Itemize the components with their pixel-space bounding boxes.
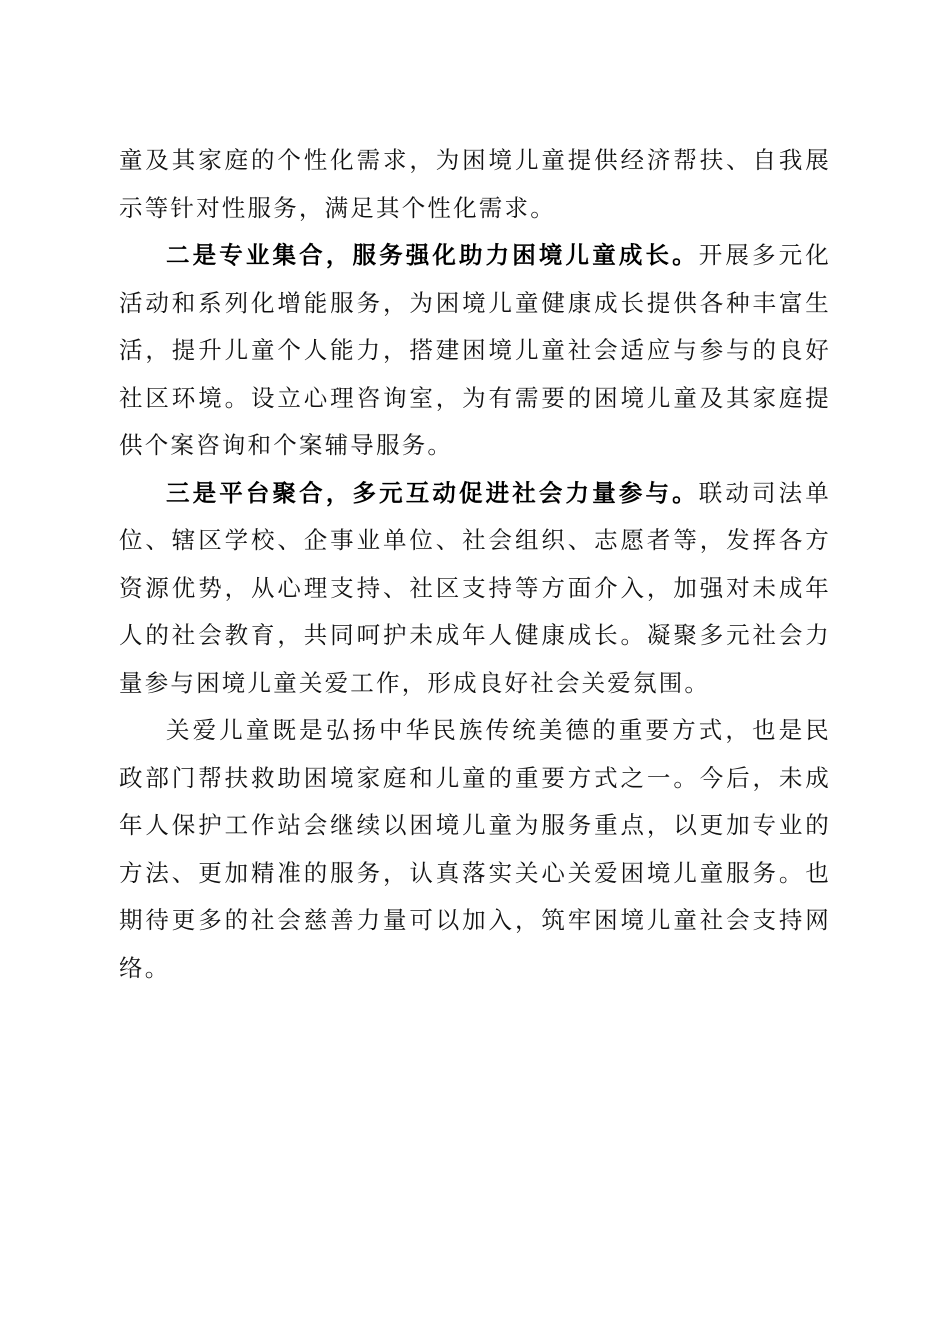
paragraph-conclusion bbox=[119, 707, 831, 992]
paragraph-text: 开展多元化活动和系列化增能服务，为困境儿童健康成长提供各种丰富生活，提升儿童个人能力，搭建困境儿童社会适应与参与的良好社区环境。设立心理咨询室，为有需要的困境儿童及其家庭提供个案咨询和个案辅导服务。 bbox=[119, 241, 831, 459]
paragraph-platform bbox=[119, 470, 831, 708]
paragraph-text: 关爱儿童既是弘扬中华民族传统美德的重要方式，也是民政部门帮扶救助困境家庭和儿童的重要方式之一。今后，未成年人保护工作站会继续以困境儿童为服务重点，以更加专业的方法、更加精准的服务，认真落实关心关爱困境儿童服务。也期待更多的社会慈善力量可以加入，筑牢困境儿童社会支持网络。 bbox=[119, 716, 831, 982]
paragraph-heading: 二是专业集合，服务强化助力困境儿童成长。 bbox=[166, 241, 699, 269]
paragraph-heading: 三是平台聚合，多元互动促进社会力量参与。 bbox=[166, 478, 699, 507]
paragraph-text: 童及其家庭的个性化需求，为困境儿童提供经济帮扶、自我展示等针对性服务，满足其个性化需求。 bbox=[119, 146, 831, 222]
paragraph-continuation bbox=[119, 137, 831, 232]
document-page bbox=[119, 137, 831, 992]
paragraph-professional bbox=[119, 232, 831, 470]
paragraph-text: 联动司法单位、辖区学校、企事业单位、社会组织、志愿者等，发挥各方资源优势，从心理支持、社区支持等方面介入，加强对未成年人的社会教育，共同呵护未成年人健康成长。凝聚多元社会力量参与困境儿童关爱工作，形成良好社会关爱氛围。 bbox=[119, 478, 831, 697]
